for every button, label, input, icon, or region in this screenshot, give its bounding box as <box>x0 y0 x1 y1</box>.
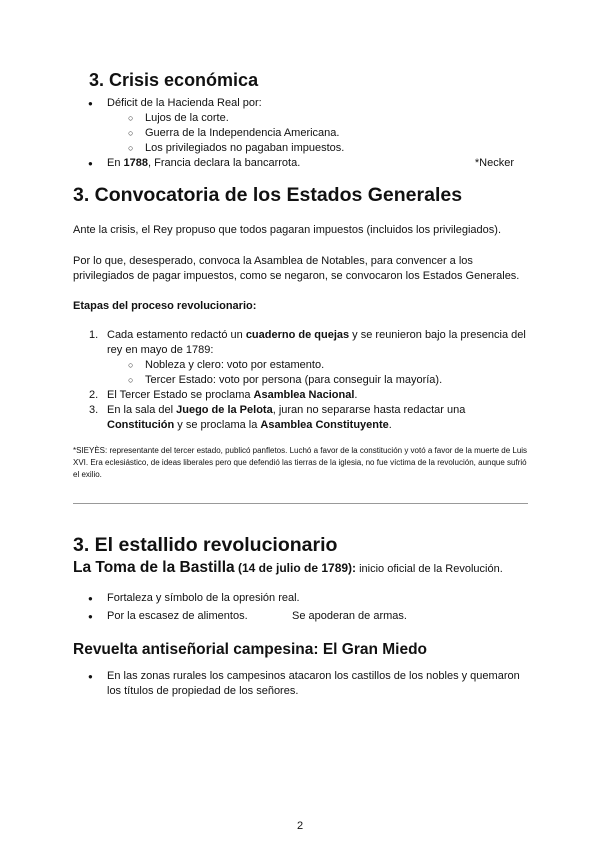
list-item: ○ Los privilegiados no pagaban impuestos. <box>73 141 528 156</box>
list-item: ● Por la escasez de alimentos. Se apoderan de armas. <box>73 609 528 624</box>
section-title-estallido: 3. El estallido revolucionario <box>73 533 338 556</box>
list-item: ● Déficit de la Hacienda Real por: <box>73 96 528 111</box>
etapas-list <box>73 328 528 433</box>
document-page <box>73 70 528 699</box>
list-item: ○ Guerra de la Independencia Americana. <box>73 126 528 141</box>
miedo-list <box>73 669 528 699</box>
bastilla-heading: La Toma de la Bastilla (14 de julio de 1789): inicio oficial de la Revolución. <box>73 559 503 577</box>
list-item: ● En las zonas rurales los campesinos atacaron los castillos de los nobles y quemaron los títulos de propiedad de los señores. <box>73 669 528 699</box>
bastilla-list <box>73 591 528 624</box>
necker-note: *Necker <box>474 156 514 169</box>
section-title-convocatoria: 3. Convocatoria de los Estados Generales <box>73 183 463 206</box>
crisis-list <box>73 96 528 171</box>
list-item: 3. En la sala del Juego de la Pelota, juran no separarse hasta redactar una Constitución y se proclama la Asamblea Constituyente. <box>89 403 466 431</box>
section-divider <box>73 503 528 504</box>
list-item: ○ Tercer Estado: voto por persona (para conseguir la mayoría). <box>107 373 528 388</box>
list-item: 2. El Tercer Estado se proclama Asamblea Nacional. <box>89 388 358 401</box>
list-item: ● En 1788, Francia declara la bancarrota. *Necker <box>73 156 528 171</box>
page-number: 2 <box>296 820 304 832</box>
list-item: 1. Cada estamento redactó un cuaderno de quejas y se reunieron bajo la presencia del rey en mayo de 1789: ○ Nobleza y clero: voto por estamento. ○ Tercer Estado: voto por persona (para conseguir la mayoría). <box>73 328 528 388</box>
list-item: ○ Lujos de la corte. <box>73 111 528 126</box>
list-item: ○ Nobleza y clero: voto por estamento. <box>107 358 528 373</box>
section-title-gran-miedo: Revuelta antiseñorial campesina: El Gran Miedo <box>73 641 428 659</box>
paragraph: Ante la crisis, el Rey propuso que todos pagaran impuestos (incluidos los privilegiados). <box>73 223 502 236</box>
sieyes-note: *SIEYÈS: representante del tercer estado, publicó panfletos. Luchó a favor de la constitución y votó a favor de la muerte de Luis XVI. Era eclesiástico, de ideas liberales pero que defendió las tierras de la iglesia, no fue víctima de la revolución, aunque sufrió el exilio. <box>73 445 528 479</box>
list-item: ● Fortaleza y símbolo de la opresión real. <box>73 591 528 606</box>
paragraph: Por lo que, desesperado, convoca la Asamblea de Notables, para convencer a los privilegiados de pagar impuestos, como se negaron, se convocaron los Estados Generales. <box>73 254 520 282</box>
section-title-crisis: 3. Crisis económica <box>89 70 259 90</box>
etapas-label: Etapas del proceso revolucionario: <box>73 299 257 312</box>
